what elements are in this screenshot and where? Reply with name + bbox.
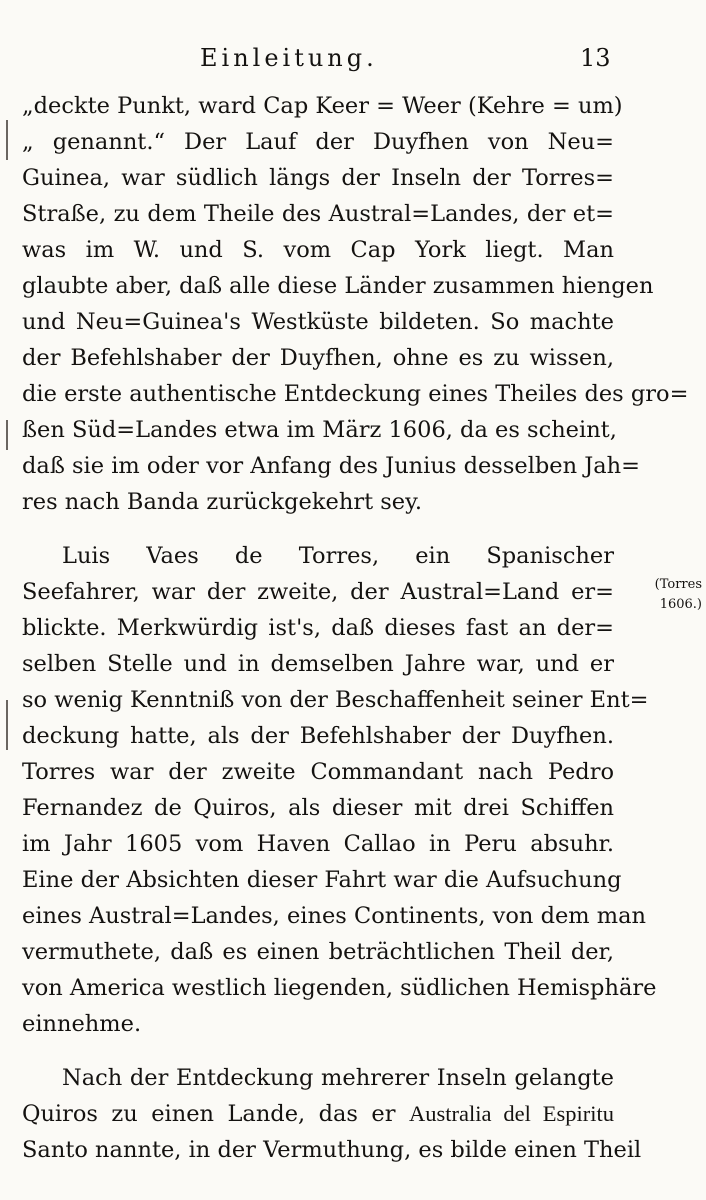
text-line: so wenig Kenntniß von der Beschaffenheit seiner Ent= [22, 687, 649, 713]
text-line: res nach Banda zurückgekehrt sey. [22, 489, 423, 515]
text-line: Fernandez de Quiros, als dieser mit drei Schiffen [22, 795, 614, 821]
text-line: selben Stelle und in demselben Jahre war, und er [22, 651, 614, 677]
text-line: deckung hatte, als der Befehlshaber der Duyfhen. [22, 723, 614, 749]
text-line: Guinea, war südlich längs der Inseln der Torres= [22, 165, 614, 191]
text-line: Santo nannte, in der Vermuthung, es bilde einen Theil [22, 1137, 642, 1163]
text-line: was im W. und S. vom Cap York liegt. Man [22, 237, 614, 263]
text-line: glaubte aber, daß alle diese Länder zusammen hiengen [22, 273, 654, 299]
text-line: ßen Süd=Landes etwa im März 1606, da es scheint, [22, 417, 617, 443]
antiqua-segment: Australia del Espiritu [408, 1101, 614, 1126]
scan-speck [6, 700, 8, 750]
text-line: vermuthete, daß es einen beträchtlichen Theil der, [22, 939, 614, 965]
text-line: einnehme. [22, 1011, 142, 1037]
text-line: die erste authentische Entdeckung eines Theiles des gro= [22, 381, 689, 407]
text-segment: Quiros zu einen Lande, das er [22, 1101, 396, 1127]
text-line: der Befehlshaber der Duyfhen, ohne es zu wissen, [22, 345, 614, 371]
running-title: Einleitung. [200, 44, 378, 72]
margin-note [622, 575, 702, 615]
page-number: 13 [580, 44, 611, 72]
margin-note-line: 1606.) [659, 597, 702, 612]
text-line: „ genannt.“ Der Lauf der Duyfhen von Neu= [22, 129, 614, 155]
text-line: Eine der Absichten dieser Fahrt war die Aufsuchung [22, 867, 622, 893]
text-line: im Jahr 1605 vom Haven Callao in Peru absuhr. [22, 831, 614, 857]
page-header [0, 44, 706, 80]
text-line: Straße, zu dem Theile des Austral=Landes, der et= [22, 201, 614, 227]
margin-note-line: (Torres [654, 577, 702, 592]
text-line: eines Austral=Landes, eines Continents, von dem man [22, 903, 647, 929]
scan-speck [6, 420, 8, 450]
text-line: Seefahrer, war der zweite, der Austral=Land er= [22, 579, 614, 605]
text-line: Luis Vaes de Torres, ein Spanischer [62, 543, 614, 569]
text-line: Torres war der zweite Commandant nach Pedro [22, 759, 614, 785]
text-line: und Neu=Guinea's Westküste bildeten. So machte [22, 309, 614, 335]
text-line: von America westlich liegenden, südlichen Hemisphäre [22, 975, 657, 1001]
text-line: „deckte Punkt, ward Cap Keer = Weer (Kehre = um) [22, 93, 623, 119]
text-line-mixed [22, 1096, 614, 1132]
scan-speck [6, 120, 8, 160]
scan-edge-marks [0, 0, 20, 1200]
text-line: blickte. Merkwürdig ist's, daß dieses fast an der= [22, 615, 614, 641]
text-line: Nach der Entdeckung mehrerer Inseln gelangte [62, 1065, 614, 1091]
text-line: daß sie im oder vor Anfang des Junius desselben Jah= [22, 453, 641, 479]
